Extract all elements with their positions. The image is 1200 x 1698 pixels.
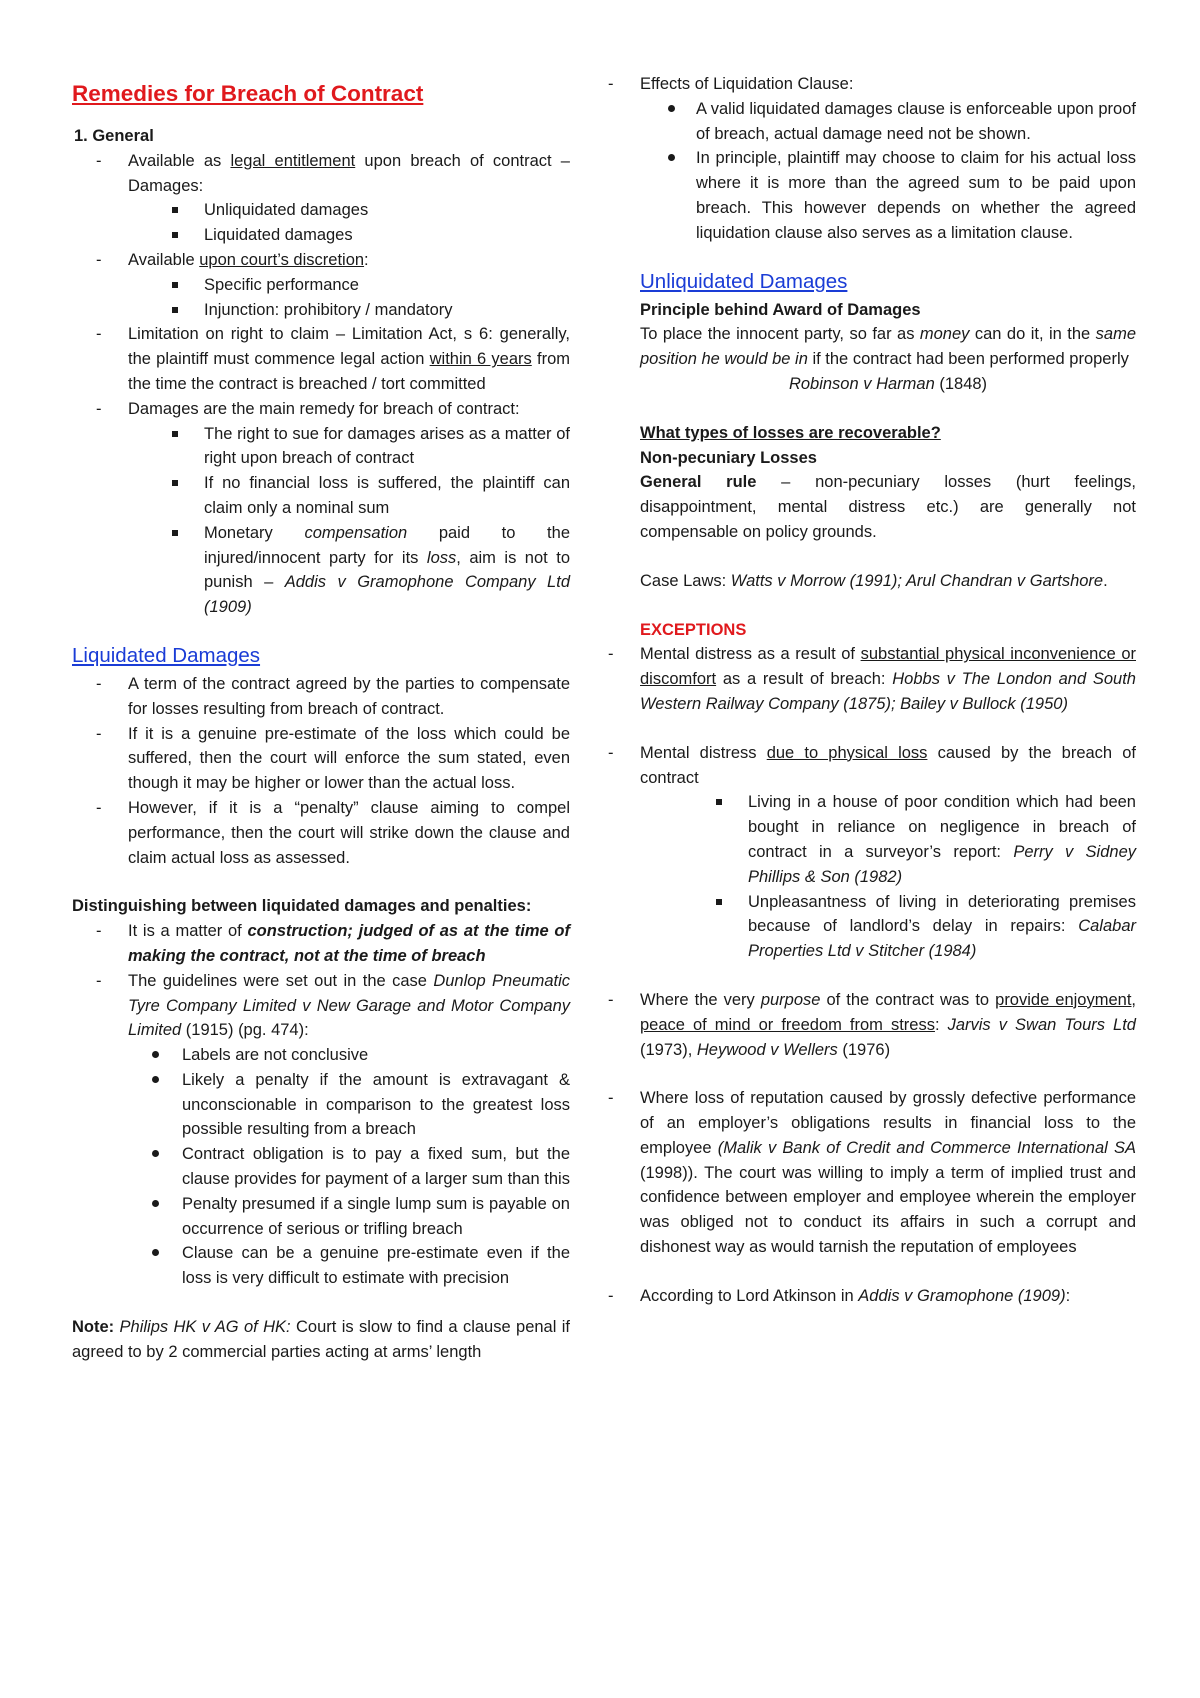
- text: Where the very: [640, 990, 761, 1009]
- list-item: [584, 741, 1136, 791]
- distinguish-list: [72, 919, 570, 1043]
- general-rule-text: [640, 470, 1136, 544]
- text: :: [364, 250, 369, 269]
- text: It is a matter of: [128, 922, 248, 941]
- principle-text: [640, 322, 1136, 372]
- case-citation: Dunlop Pneumatic Tyre Company Limited v New Garage and Motor Company Limited: [128, 971, 570, 1040]
- list-item: - Damages are the main remedy for breach of contract:: [72, 397, 570, 422]
- italic-text: same position he would be in: [640, 325, 1137, 369]
- italic-text: purpose: [760, 990, 821, 1009]
- text: paid to the injured/innocent party for its: [204, 523, 570, 567]
- principle-heading: Principle behind Award of Damages: [640, 300, 921, 319]
- general-list: [72, 149, 570, 199]
- list-item: [584, 642, 1136, 716]
- case-citation: (Malik v Bank of Credit and Commerce International SA: [717, 1138, 1136, 1157]
- nonpecuniary-heading: Non-pecuniary Losses: [640, 448, 817, 467]
- text: (1998)). The court was willing to imply a term of implied trust and confidence between employer and employee wherein the employer was obliged not to conduct its affairs in such a corrupt and dishonest way as would tarnish the reputation of employees: [640, 1163, 1136, 1257]
- text: Available: [128, 250, 200, 269]
- list-item: Unliquidated damages: [72, 198, 570, 223]
- effects-list: [584, 72, 1136, 97]
- list-item: Labels are not conclusive: [72, 1043, 570, 1068]
- text: caused by the breach of contract: [640, 743, 1137, 787]
- unliquidated-heading: Unliquidated Damages: [640, 269, 848, 293]
- exceptions-list-3: [584, 988, 1136, 1062]
- text: (1848): [934, 374, 988, 393]
- list-item: [670, 890, 1136, 964]
- case-laws-text: [640, 569, 1136, 594]
- italic-text: compensation: [304, 523, 408, 542]
- text: .: [1103, 571, 1108, 590]
- list-item: [72, 149, 570, 199]
- list-item: A valid liquidated damages clause is enforceable upon proof of breach, actual damage need not be shown.: [640, 97, 1136, 147]
- text: , aim is not to punish –: [204, 548, 570, 592]
- list-item: Specific performance: [72, 273, 570, 298]
- list-item: [72, 248, 570, 273]
- text: (1915) (pg. 474):: [181, 1021, 309, 1040]
- list-item: Liquidated damages: [72, 223, 570, 248]
- underlined-text: provide enjoyment, peace of mind or freedom from stress: [640, 990, 1136, 1034]
- exceptions-list-4: [584, 1086, 1136, 1260]
- text: To place the innocent party, so far as: [640, 325, 920, 344]
- exceptions-heading: EXCEPTIONS: [640, 620, 747, 639]
- text: Available as: [128, 151, 231, 170]
- exceptions-list-5: [584, 1284, 1136, 1309]
- discretion-list: [72, 273, 570, 323]
- rule-label: General rule: [640, 473, 757, 492]
- robinson-citation: [640, 372, 1136, 397]
- list-item: - Effects of Liquidation Clause:: [584, 72, 1136, 97]
- list-item: [584, 1284, 1136, 1309]
- emphasis-text: construction; judged of as at the time of making the contract, not at the time of breach: [128, 922, 570, 965]
- guidelines-list: [72, 1043, 570, 1291]
- liquidated-list: [72, 672, 570, 870]
- underlined-text: due to physical loss: [766, 743, 928, 762]
- note-label: Note:: [72, 1318, 115, 1337]
- list-item: [72, 969, 570, 1043]
- text: Unpleasantness of living in deteriorating premises because of landlord’s delay in repairs:: [748, 892, 1136, 936]
- text: Living in a house of poor condition which had been bought in reliance on negligence in breach of contract in a surveyor’s report:: [748, 793, 1136, 861]
- text: Mental distress: [640, 743, 767, 762]
- list-item: - If it is a genuine pre-estimate of the loss which could be suffered, then the court will enforce the sum stated, even though it may be higher or lower than the actual loss.: [72, 722, 570, 796]
- list-item: Likely a penalty if the amount is extravagant & unconscionable in comparison to the greatest loss possible resulting from a breach: [72, 1068, 570, 1142]
- list-item: [72, 521, 570, 620]
- list-item: Injunction: prohibitory / mandatory: [72, 298, 570, 323]
- list-item: Clause can be a genuine pre-estimate even if the loss is very difficult to estimate with precision: [72, 1241, 570, 1291]
- exceptions-list-1: [584, 642, 1136, 716]
- text: Case Laws:: [640, 571, 731, 590]
- general-list-3: [72, 322, 570, 421]
- damages-remedy-list: [72, 422, 570, 620]
- text: if the contract had been performed properly: [807, 350, 1129, 369]
- text: Court is slow to find a clause penal if agreed to by 2 commercial parties acting at arms’ length: [72, 1318, 571, 1361]
- case-citation: Addis v Gramophone (1909): [858, 1286, 1066, 1305]
- text: Monetary: [204, 523, 305, 542]
- text: :: [1065, 1286, 1071, 1305]
- case-citation: Hobbs v The London and South Western Railway Company (1875); Bailey v Bullock (1950): [640, 670, 1136, 713]
- text: can do it, in the: [969, 325, 1096, 344]
- case-citation: Jarvis v Swan Tours Ltd: [947, 1015, 1136, 1034]
- case-citation: Addis v Gramophone Company Ltd (1909): [204, 573, 570, 617]
- list-item: [584, 1086, 1136, 1260]
- text: Where loss of reputation caused by grossly defective performance of an employer’s obligations results in financial loss to the employee: [640, 1089, 1136, 1157]
- case-citation: Heywood v Wellers: [696, 1040, 838, 1059]
- page-title: Remedies for Breach of Contract: [72, 81, 424, 106]
- list-item: Penalty presumed if a single lump sum is payable on occurrence of serious or trifling breach: [72, 1192, 570, 1242]
- note-paragraph: [72, 1315, 570, 1365]
- text: as a result of breach:: [716, 670, 893, 689]
- case-citation: Philips HK v AG of HK:: [114, 1318, 291, 1337]
- list-item: [670, 790, 1136, 889]
- text: – non-pecuniary losses (hurt feelings, disappointment, mental distress etc.) are generally not compensable on policy grounds.: [640, 473, 1136, 541]
- italic-text: loss: [426, 548, 457, 567]
- list-item: In principle, plaintiff may choose to claim for his actual loss where it is more than the agreed sum to be paid upon breach. This however depends on whether the agreed liquidation clause also serves as a limitation clause.: [640, 146, 1136, 245]
- liquidated-heading: Liquidated Damages: [72, 643, 261, 667]
- text: (1976): [837, 1040, 891, 1059]
- types-heading: What types of losses are recoverable?: [640, 423, 941, 442]
- effects-bullets: [640, 97, 1136, 246]
- text: (1973),: [640, 1040, 697, 1059]
- list-item: - A term of the contract agreed by the parties to compensate for losses resulting from breach of contract.: [72, 672, 570, 722]
- left-column: [72, 72, 570, 1365]
- right-column: [640, 72, 1136, 1309]
- general-list-2: [72, 248, 570, 273]
- list-item: If no financial loss is suffered, the plaintiff can claim only a nominal sum: [72, 471, 570, 521]
- text: According to Lord Atkinson in: [640, 1286, 859, 1305]
- list-item: Contract obligation is to pay a fixed sum, but the clause provides for payment of a larger sum than this: [72, 1142, 570, 1192]
- underlined-text: substantial physical inconvenience or discomfort: [640, 645, 1136, 689]
- list-item: - However, if it is a “penalty” clause aiming to compel performance, then the court will strike down the clause and claim actual loss as assessed.: [72, 796, 570, 870]
- underlined-text: within 6 years: [429, 350, 532, 369]
- text: The guidelines were set out in the case: [128, 971, 434, 990]
- list-item: [584, 988, 1136, 1062]
- italic-text: money: [919, 325, 970, 344]
- list-item: [72, 919, 570, 969]
- text: :: [934, 1015, 948, 1034]
- text: Mental distress as a result of: [640, 645, 861, 664]
- text: of the contract was to: [820, 990, 996, 1009]
- damages-types-list: [72, 198, 570, 248]
- distinguish-heading: Distinguishing between liquidated damages and penalties:: [72, 897, 532, 916]
- underlined-text: legal entitlement: [230, 151, 356, 170]
- text: Limitation on right to claim – Limitation Act, s 6: generally, the plaintiff must commence legal action: [128, 325, 570, 369]
- case-citation: Watts v Morrow (1991); Arul Chandran v Gartshore: [730, 571, 1104, 590]
- case-citation: Perry v Sidney Phillips & Son (1982): [748, 842, 1136, 886]
- exceptions-list-2: [584, 741, 1136, 791]
- case-citation: Robinson v Harman: [788, 374, 935, 393]
- list-item: The right to sue for damages arises as a matter of right upon breach of contract: [72, 422, 570, 472]
- underlined-text: upon court’s discretion: [199, 250, 365, 269]
- text: from the time the contract is breached / tort committed: [128, 350, 570, 393]
- general-heading: 1. General: [74, 127, 154, 145]
- physical-loss-list: [640, 790, 1136, 964]
- case-citation: Calabar Properties Ltd v Stitcher (1984): [748, 917, 1136, 961]
- text: upon breach of contract – Damages:: [128, 151, 570, 195]
- list-item: [72, 322, 570, 396]
